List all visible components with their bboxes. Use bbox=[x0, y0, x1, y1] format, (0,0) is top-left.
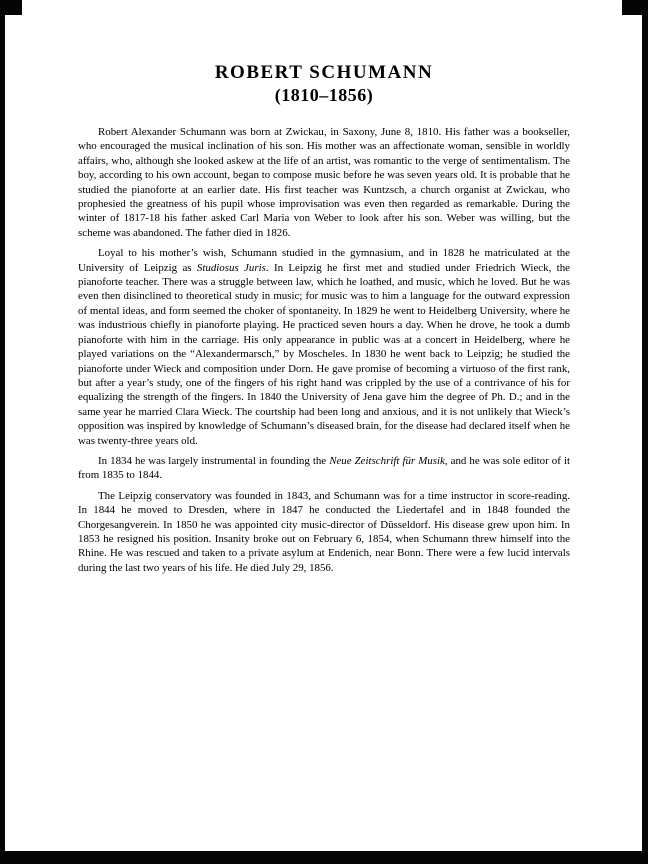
page-subtitle: (1810–1856) bbox=[274, 85, 374, 105]
paragraph bbox=[78, 125, 570, 240]
italic-text: Studiosus Juris bbox=[196, 261, 266, 274]
scan-corner-top-left bbox=[0, 0, 22, 15]
scan-edge-bottom bbox=[0, 851, 648, 864]
paragraph bbox=[78, 454, 570, 483]
scan-edge-right bbox=[642, 0, 648, 864]
body-text-segment: Robert Alexander Schumann was born at Zwickau, in Saxony, June 8, 1810. His father was a bookseller, who encouraged the musical inclination of his son. His mother was an affectionate woman, sensible in worldly affairs, who, although she looked askew at the life of an artist, was romantic to the verge of sentimentalism. The boy, according to his own account, began to compose music before he was seven years old. It is probable that he studied the pianoforte at an earlier date. His first teacher was Kuntzsch, a church organist at Zwickau, who prophesied the greatness of his pupil whose improvisation was even then regarded as remarkable. During the winter of 1817-18 his father asked Carl Maria von Weber to look after his son. Weber was willing, but the scheme was abandoned. The father died in 1826. bbox=[78, 126, 570, 239]
body-text-segment: In 1834 he was largely instrumental in founding the bbox=[98, 454, 330, 467]
body-text-segment: Loyal to his mother’s wish, Schumann studied in the gymnasium, and in 1828 he matriculated at the University of Leipzig as bbox=[78, 247, 570, 274]
body-text-segment: , and he was sole editor of it from 1835 to 1844. bbox=[78, 454, 570, 482]
page-content bbox=[78, 62, 570, 575]
paragraph bbox=[78, 246, 570, 448]
paragraph bbox=[78, 489, 570, 575]
italic-text: Neue Zeitschrift für Musik bbox=[329, 454, 445, 467]
scan-edge-left bbox=[0, 0, 5, 864]
body-text bbox=[78, 125, 570, 575]
page-title: ROBERT SCHUMANN bbox=[214, 62, 434, 83]
body-text-segment: . In Leipzig he first met and studied under Friedrich Wieck, the pianoforte teacher. There was a struggle between law, which he loathed, and music, which he loved. But he was even then disinclined to theoretical study in music; for music was to him a language for the outward expression of mental ideas, and form seemed the choker of spontaneity. In 1829 he went to Heidelberg University, where he was industrious chiefly in pianoforte playing. He practiced seven hours a day. When he drove, he took a dumb pianoforte with him in the carriage. His only appearance in public was at a concert in Heidelberg, where he played variations on the “Alexandermarsch,” by Moscheles. In 1830 he went back to Leipzig; he studied the pianoforte under Wieck and composition under Dorn. He gave promise of becoming a virtuoso of the first rank, but after a year’s study, one of the fingers of his right hand was crippled by the use of a contrivance of his for equalizing the strength of the fingers. In 1840 the University of Jena gave him the degree of Ph. D.; and in the same year he married Clara Wieck. The courtship had been long and anxious, and it is not unlikely that Wieck’s opposition was inspired by knowledge of Schumann’s diseased brain, for the disease had declared itself when he was twenty-three years old. bbox=[78, 261, 570, 447]
scan-corner-top-right bbox=[622, 0, 648, 15]
body-text-segment: The Leipzig conservatory was founded in 1843, and Schumann was for a time instructor in score-reading. In 1844 he moved to Dresden, where in 1847 he conducted the Liedertafel and in 1848 founded the Chorgesangverein. In 1850 he was appointed city music-director of Düsseldorf. His disease grew upon him. In 1853 he resigned his position. Insanity broke out on February 6, 1854, when Schumann threw himself into the Rhine. He was rescued and taken to a private asylum at Endenich, near Bonn. There were a few lucid intervals during the last two years of his life. He died July 29, 1856. bbox=[78, 489, 570, 574]
